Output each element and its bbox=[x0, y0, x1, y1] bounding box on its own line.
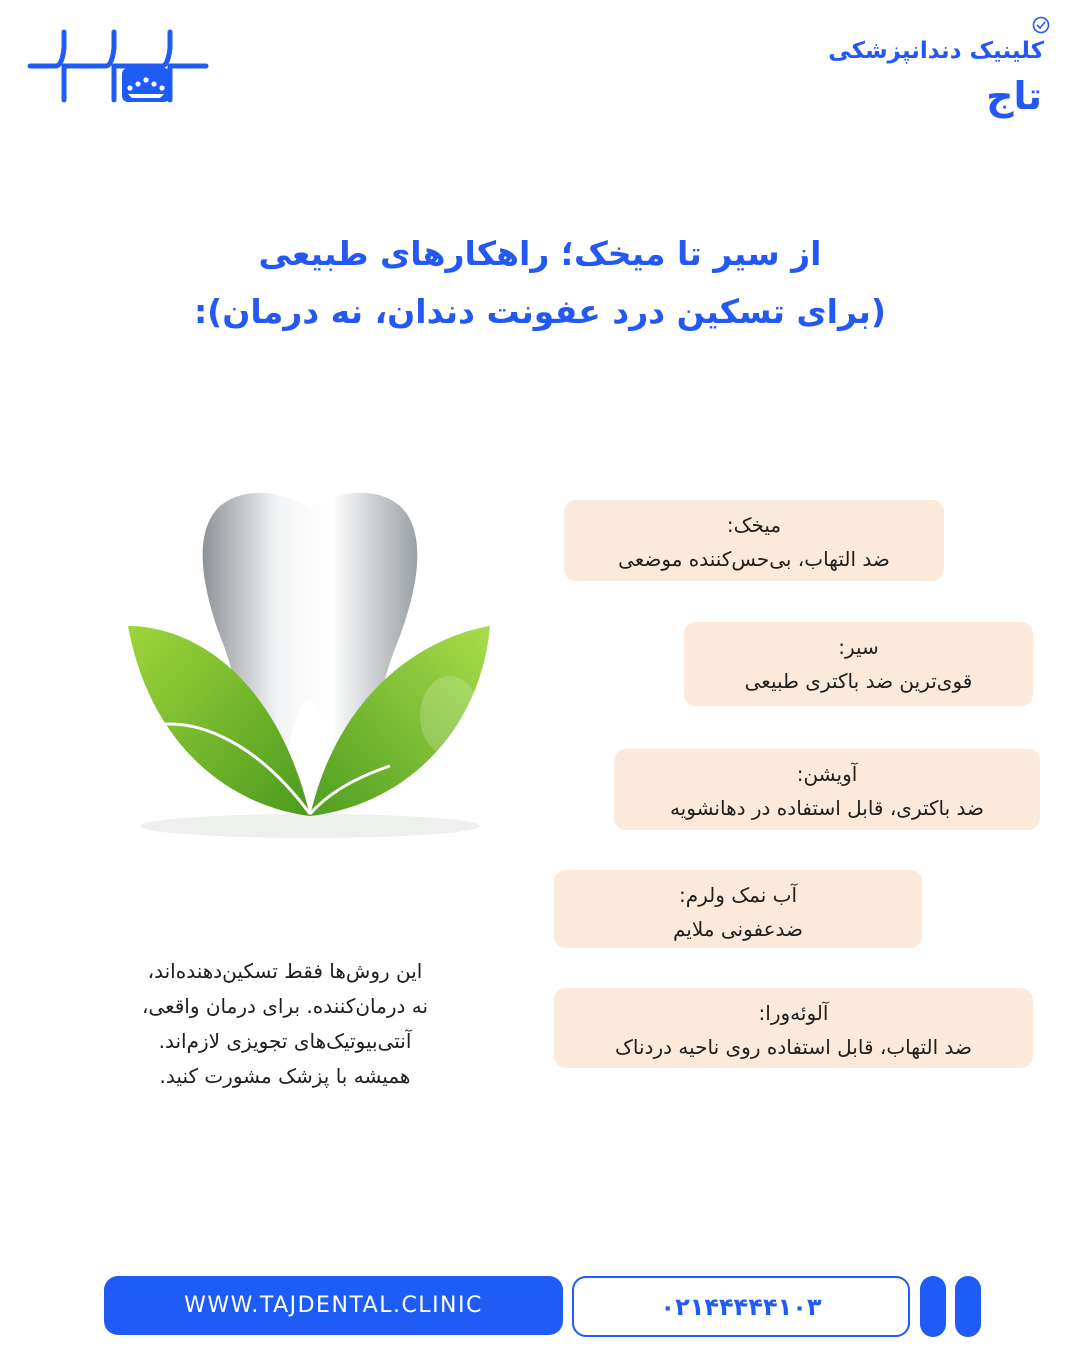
remedy-description: قوی‌ترین ضد باکتری طبیعی bbox=[744, 669, 973, 693]
decorative-bar bbox=[920, 1276, 946, 1337]
remedy-description: ضد التهاب، بی‌حس‌کننده موضعی bbox=[618, 547, 890, 571]
website-link[interactable]: WWW.TAJDENTAL.CLINIC bbox=[104, 1276, 563, 1335]
remedy-card-garlic bbox=[684, 622, 1033, 706]
page-title-line-2: (برای تسکین درد عفونت دندان، نه درمان): bbox=[193, 292, 886, 331]
clinic-brand-name: تاج bbox=[986, 74, 1042, 118]
disclaimer-line: نه درمان‌کننده. برای درمان واقعی، bbox=[141, 994, 429, 1018]
remedy-description: ضدعفونی ملایم bbox=[673, 917, 803, 941]
remedy-card-clove bbox=[564, 500, 944, 581]
remedy-description: ضد باکتری، قابل استفاده در دهانشویه bbox=[669, 796, 985, 820]
remedy-description: ضد التهاب، قابل استفاده روی ناحیه دردناک bbox=[614, 1035, 972, 1059]
remedy-label: آلوئه‌ورا: bbox=[758, 1001, 829, 1025]
remedy-card-salt-water bbox=[554, 870, 922, 948]
remedy-card-thyme bbox=[614, 749, 1040, 830]
disclaimer-line: این روش‌ها فقط تسکین‌دهنده‌اند، bbox=[147, 959, 423, 983]
remedy-label: میخک: bbox=[726, 513, 782, 537]
remedy-label: آب نمک ولرم: bbox=[678, 883, 798, 907]
remedy-label: آویشن: bbox=[796, 762, 858, 786]
phone-number[interactable]: ۰۲۱۴۴۴۴۴۱۰۳ bbox=[572, 1276, 910, 1337]
clinic-name: کلینیک دندانپزشکی bbox=[828, 38, 1044, 64]
decorative-bar bbox=[955, 1276, 981, 1337]
disclaimer-line: آنتی‌بیوتیک‌های تجویزی لازم‌اند. bbox=[158, 1029, 412, 1053]
page-title-line-1: از سیر تا میخک؛ راهکارهای طبیعی bbox=[258, 234, 822, 273]
remedy-label: سیر: bbox=[838, 635, 879, 659]
tooth-leaves-illustration bbox=[110, 486, 510, 846]
pulse-logo-icon bbox=[26, 28, 210, 104]
clinic-logo bbox=[820, 16, 1050, 116]
disclaimer-text bbox=[80, 954, 490, 1094]
clock-24-icon bbox=[1032, 16, 1050, 34]
disclaimer-line: همیشه با پزشک مشورت کنید. bbox=[159, 1064, 411, 1088]
remedy-card-aloe-vera bbox=[554, 988, 1033, 1068]
